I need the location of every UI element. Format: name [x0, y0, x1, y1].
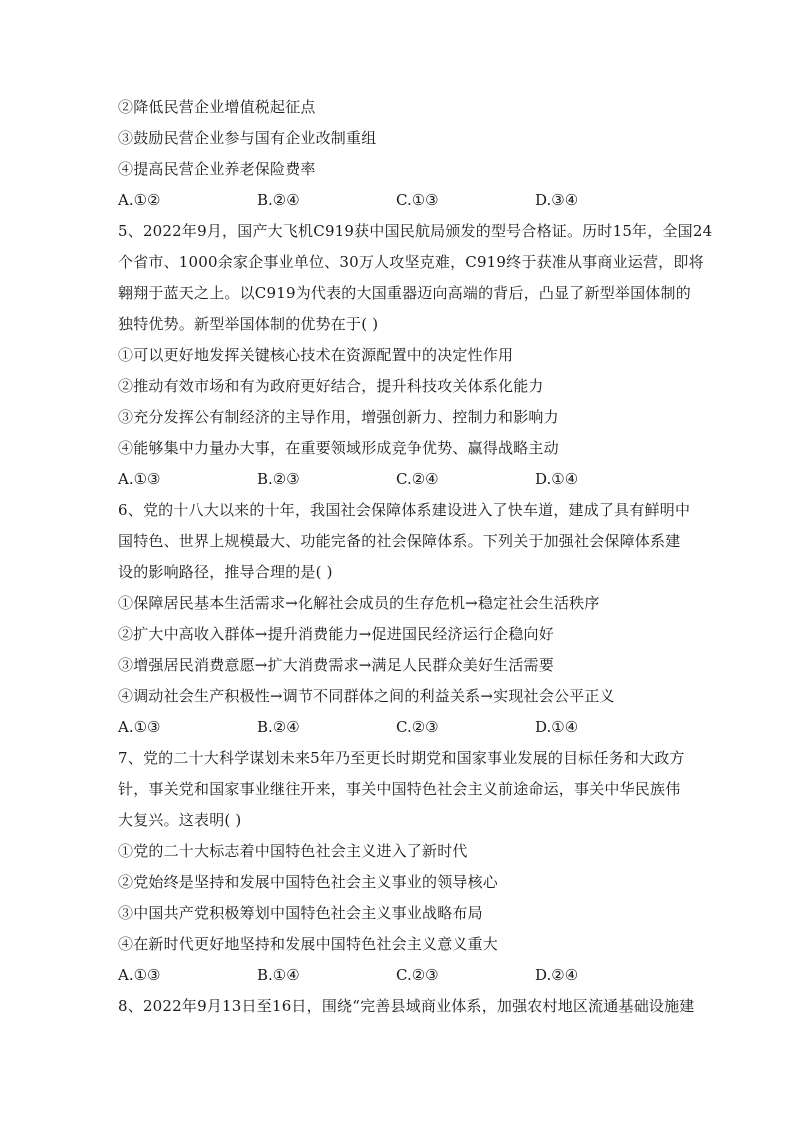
choice-a: A.①③ — [118, 718, 161, 736]
question-7-stem: 针，事关党和国家事业继往开来，事关中国特色社会主义前途命运，事关中华民族伟 — [118, 780, 681, 798]
choice-a: A.①② — [118, 191, 161, 209]
answer-choices-q6 — [118, 712, 678, 743]
choice-c: C.②③ — [396, 966, 439, 984]
answer-choices-q4 — [118, 185, 678, 216]
option-line: ②推动有效市场和有为政府更好结合，提升科技攻关体系化能力 — [118, 377, 544, 395]
question-6-stem: 国特色、世界上规模最大、功能完备的社会保障体系。下列关于加强社会保障体系建 — [118, 532, 681, 550]
option-line: ③中国共产党积极筹划中国特色社会主义事业战略布局 — [118, 904, 483, 922]
question-6-stem: 设的影响路径，推导合理的是( ) — [118, 563, 333, 581]
choice-b: B.②④ — [257, 718, 300, 736]
question-7-stem: 7、党的二十大科学谋划未来5年乃至更长时期党和国家事业发展的目标任务和大政方 — [118, 749, 685, 767]
option-line: ③增强居民消费意愿→扩大消费需求→满足人民群众美好生活需要 — [118, 656, 554, 674]
question-5-stem: 5、2022年9月，国产大飞机C919获中国民航局颁发的型号合格证。历时15年，全国24 — [118, 222, 713, 240]
question-7-stem: 大复兴。这表明( ) — [118, 811, 242, 829]
option-line: ②降低民营企业增值税起征点 — [118, 98, 316, 116]
choice-c: C.①③ — [396, 191, 439, 209]
answer-choices-q7 — [118, 960, 678, 991]
choice-b: B.②④ — [257, 191, 300, 209]
answer-choices-q5 — [118, 464, 678, 495]
question-5-stem: 独特优势。新型举国体制的优势在于( ) — [118, 315, 379, 333]
question-6-stem: 6、党的十八大以来的十年，我国社会保障体系建设进入了快车道，建成了具有鲜明中 — [118, 501, 691, 519]
option-line: ②扩大中高收入群体→提升消费能力→促进国民经济运行企稳向好 — [118, 625, 554, 643]
question-8-stem: 8、2022年9月13日至16日，围绕“完善县域商业体系，加强农村地区流通基础设施建 — [118, 997, 695, 1015]
option-line: ②党始终是坚持和发展中国特色社会主义事业的领导核心 — [118, 873, 499, 891]
option-line: ③充分发挥公有制经济的主导作用，增强创新力、控制力和影响力 — [118, 408, 559, 426]
option-line: ①保障居民基本生活需求→化解社会成员的生存危机→稳定社会生活秩序 — [118, 594, 600, 612]
choice-d: D.②④ — [535, 966, 579, 984]
choice-b: B.②③ — [257, 470, 300, 488]
question-5-stem: 翱翔于蓝天之上。以C919为代表的大国重器迈向高端的背后，凸显了新型举国体制的 — [118, 284, 691, 302]
option-line: ④能够集中力量办大事，在重要领域形成竞争优势、赢得战略主动 — [118, 439, 559, 457]
option-line: ④调动社会生产积极性→调节不同群体之间的利益关系→实现社会公平正义 — [118, 687, 615, 705]
choice-b: B.①④ — [257, 966, 300, 984]
choice-a: A.①③ — [118, 966, 161, 984]
choice-c: C.②③ — [396, 718, 439, 736]
choice-a: A.①③ — [118, 470, 161, 488]
option-line: ④提高民营企业养老保险费率 — [118, 160, 316, 178]
option-line: ①可以更好地发挥关键核心技术在资源配置中的决定性作用 — [118, 346, 514, 364]
option-line: ①党的二十大标志着中国特色社会主义进入了新时代 — [118, 842, 468, 860]
question-5-stem: 个省市、1000余家企事业单位、30万人攻坚克难，C919终于获准从事商业运营，即将 — [118, 253, 704, 271]
choice-d: D.①④ — [535, 470, 579, 488]
choice-d: D.③④ — [535, 191, 579, 209]
choice-c: C.②④ — [396, 470, 439, 488]
document-content — [118, 92, 713, 1022]
choice-d: D.①④ — [535, 718, 579, 736]
option-line: ④在新时代更好地坚持和发展中国特色社会主义意义重大 — [118, 935, 499, 953]
option-line: ③鼓励民营企业参与国有企业改制重组 — [118, 129, 377, 147]
